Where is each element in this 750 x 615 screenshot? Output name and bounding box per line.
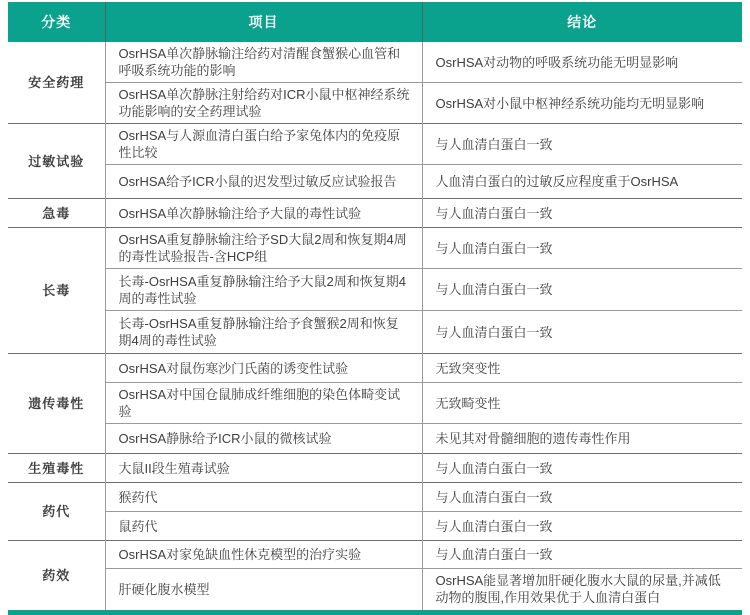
col-header-conclusion: 结论 [422,2,742,42]
table-row [8,42,742,83]
conclusion-cell: 未见其对骨髓细胞的遗传毒性作用 [422,424,742,454]
conclusion-cell: OsrHSA能显著增加肝硬化腹水大鼠的尿量,并减低动物的腹围,作用效果优于人血清白蛋白 [422,569,742,610]
category-cell: 过敏试验 [8,124,105,199]
project-cell: OsrHSA与人源血清白蛋白给予家兔体内的免疫原性比较 [105,124,422,165]
table-row [8,124,742,165]
conclusion-cell: 人血清白蛋白的过敏反应程度重于OsrHSA [422,165,742,199]
table-row [8,228,742,269]
conclusion-cell: 与人血清白蛋白一致 [422,269,742,311]
category-cell: 急毒 [8,199,105,228]
conclusion-cell: 与人血清白蛋白一致 [422,199,742,228]
table-row [8,483,742,512]
summary-table [8,2,742,610]
col-header-project: 项目 [105,2,422,42]
category-cell: 长毒 [8,228,105,354]
category-cell: 药代 [8,483,105,541]
table-row [8,354,742,383]
table-row [8,199,742,228]
project-cell: OsrHSA给予ICR小鼠的迟发型过敏反应试验报告 [105,165,422,199]
conclusion-cell: 与人血清白蛋白一致 [422,541,742,569]
table-row [8,512,742,541]
project-cell: OsrHSA静脉给予ICR小鼠的微核试验 [105,424,422,454]
table-row [8,383,742,424]
project-cell: OsrHSA单次静脉输注给药对清醒食蟹猴心血管和呼吸系统功能的影响 [105,42,422,83]
conclusion-cell: 与人血清白蛋白一致 [422,454,742,483]
col-header-category: 分类 [8,2,105,42]
project-cell: OsrHSA单次静脉输注给予大鼠的毒性试验 [105,199,422,228]
conclusion-cell: 无致突变性 [422,354,742,383]
project-cell: 长毒-OsrHSA重复静脉输注给予大鼠2周和恢复期4周的毒性试验 [105,269,422,311]
project-cell: 鼠药代 [105,512,422,541]
project-cell: OsrHSA对中国仓鼠肺成纤维细胞的染色体畸变试验 [105,383,422,424]
category-cell: 遗传毒性 [8,354,105,454]
conclusion-cell: 与人血清白蛋白一致 [422,483,742,512]
conclusion-cell: 与人血清白蛋白一致 [422,512,742,541]
table-row [8,569,742,610]
table-row [8,541,742,569]
project-cell: 肝硬化腹水模型 [105,569,422,610]
table-row [8,83,742,124]
header-row [8,2,742,42]
table-row [8,424,742,454]
project-cell: 猴药代 [105,483,422,512]
project-cell: OsrHSA对鼠伤寒沙门氏菌的诱变性试验 [105,354,422,383]
table-row [8,311,742,354]
category-cell: 药效 [8,541,105,610]
conclusion-cell: 与人血清白蛋白一致 [422,228,742,269]
table-bottom-accent-bar [8,610,742,615]
toxicology-summary-page [0,2,750,615]
table-row [8,165,742,199]
table-row [8,454,742,483]
conclusion-cell: 与人血清白蛋白一致 [422,311,742,354]
conclusion-cell: 与人血清白蛋白一致 [422,124,742,165]
project-cell: 长毒-OsrHSA重复静脉输注给予食蟹猴2周和恢复期4周的毒性试验 [105,311,422,354]
project-cell: OsrHSA对家兔缺血性休克模型的治疗实验 [105,541,422,569]
category-cell: 生殖毒性 [8,454,105,483]
conclusion-cell: OsrHSA对动物的呼吸系统功能无明显影响 [422,42,742,83]
project-cell: OsrHSA单次静脉注射给药对ICR小鼠中枢神经系统功能影响的安全药理试验 [105,83,422,124]
project-cell: OsrHSA重复静脉输注给予SD大鼠2周和恢复期4周的毒性试验报告-含HCP组 [105,228,422,269]
category-cell: 安全药理 [28,75,85,90]
project-cell: 大鼠II段生殖毒试验 [105,454,422,483]
conclusion-cell: OsrHSA对小鼠中枢神经系统功能均无明显影响 [422,83,742,124]
conclusion-cell: 无致畸变性 [422,383,742,424]
table-row [8,269,742,311]
